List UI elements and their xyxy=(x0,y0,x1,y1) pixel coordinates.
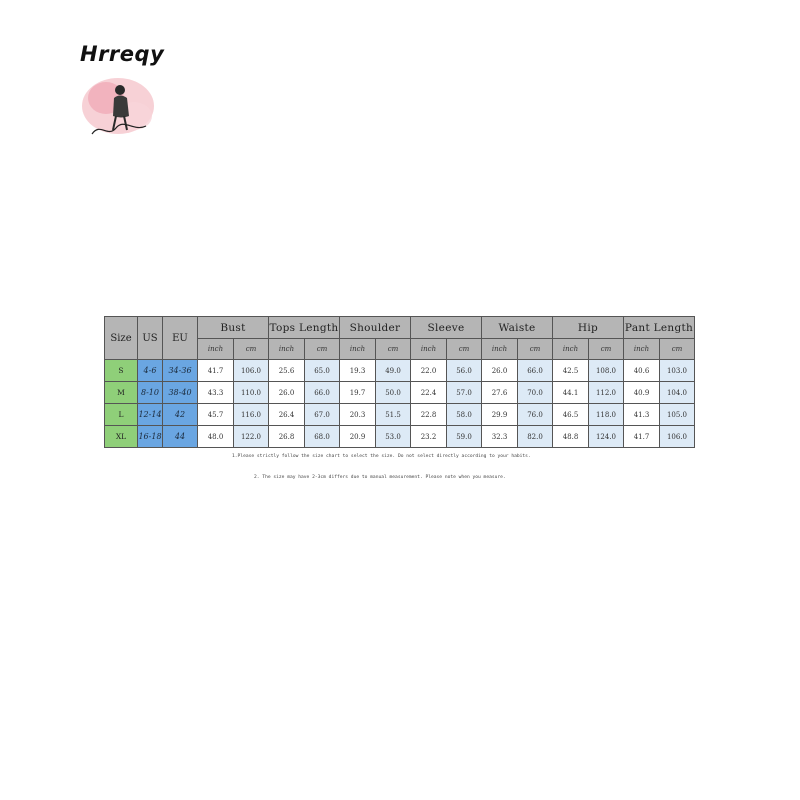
inch-value-cell: 29.9 xyxy=(482,404,518,426)
table-row xyxy=(105,360,695,382)
size-chart-body xyxy=(105,360,695,448)
table-row xyxy=(105,426,695,448)
cm-value-cell: 57.0 xyxy=(447,382,482,404)
unit-cm: cm xyxy=(589,339,624,360)
cm-value-cell: 122.0 xyxy=(234,426,269,448)
us-size-cell: 8-10 xyxy=(138,382,163,404)
eu-size-cell: 38-40 xyxy=(163,382,198,404)
cm-value-cell: 104.0 xyxy=(660,382,695,404)
inch-value-cell: 32.3 xyxy=(482,426,518,448)
size-cell: L xyxy=(105,404,138,426)
unit-cm: cm xyxy=(376,339,411,360)
header-us: US xyxy=(138,317,163,360)
inch-value-cell: 20.9 xyxy=(340,426,376,448)
inch-value-cell: 45.7 xyxy=(198,404,234,426)
inch-value-cell: 27.6 xyxy=(482,382,518,404)
cm-value-cell: 106.0 xyxy=(660,426,695,448)
inch-value-cell: 26.4 xyxy=(269,404,305,426)
cm-value-cell: 118.0 xyxy=(589,404,624,426)
inch-value-cell: 25.6 xyxy=(269,360,305,382)
inch-value-cell: 48.0 xyxy=(198,426,234,448)
cm-value-cell: 66.0 xyxy=(305,382,340,404)
note-size-chart: 1.Please strictly follow the size chart to select the size. Do not select directly according to your habits. xyxy=(232,454,531,459)
inch-value-cell: 22.8 xyxy=(411,404,447,426)
cm-value-cell: 68.0 xyxy=(305,426,340,448)
unit-inch: inch xyxy=(553,339,589,360)
inch-value-cell: 48.8 xyxy=(553,426,589,448)
unit-cm: cm xyxy=(447,339,482,360)
unit-cm: cm xyxy=(234,339,269,360)
header-eu: EU xyxy=(163,317,198,360)
cm-value-cell: 49.0 xyxy=(376,360,411,382)
inch-value-cell: 41.7 xyxy=(198,360,234,382)
unit-cm: cm xyxy=(518,339,553,360)
inch-value-cell: 26.0 xyxy=(482,360,518,382)
inch-value-cell: 42.5 xyxy=(553,360,589,382)
cm-value-cell: 51.5 xyxy=(376,404,411,426)
header-bust: Bust xyxy=(198,317,269,339)
cm-value-cell: 112.0 xyxy=(589,382,624,404)
cm-value-cell: 59.0 xyxy=(447,426,482,448)
unit-inch: inch xyxy=(482,339,518,360)
us-size-cell: 12-14 xyxy=(138,404,163,426)
cm-value-cell: 124.0 xyxy=(589,426,624,448)
inch-value-cell: 26.8 xyxy=(269,426,305,448)
size-chart-table xyxy=(104,316,695,448)
size-cell: M xyxy=(105,382,138,404)
header-pant-length: Pant Length xyxy=(624,317,695,339)
inch-value-cell: 22.4 xyxy=(411,382,447,404)
cm-value-cell: 82.0 xyxy=(518,426,553,448)
inch-value-cell: 23.2 xyxy=(411,426,447,448)
cm-value-cell: 65.0 xyxy=(305,360,340,382)
size-cell: S xyxy=(105,360,138,382)
header-waiste: Waiste xyxy=(482,317,553,339)
us-size-cell: 16-18 xyxy=(138,426,163,448)
cm-value-cell: 106.0 xyxy=(234,360,269,382)
brand-logo xyxy=(76,72,162,144)
eu-size-cell: 44 xyxy=(163,426,198,448)
eu-size-cell: 34-36 xyxy=(163,360,198,382)
inch-value-cell: 26.0 xyxy=(269,382,305,404)
inch-value-cell: 19.7 xyxy=(340,382,376,404)
cm-value-cell: 53.0 xyxy=(376,426,411,448)
header-sleeve: Sleeve xyxy=(411,317,482,339)
unit-cm: cm xyxy=(305,339,340,360)
note-measurement: 2. The size may have 2-3cm differs due to manual measurement. Please note when you measure. xyxy=(254,475,506,480)
us-size-cell: 4-6 xyxy=(138,360,163,382)
brand-name: Hrreqy xyxy=(80,42,165,66)
cm-value-cell: 66.0 xyxy=(518,360,553,382)
cm-value-cell: 103.0 xyxy=(660,360,695,382)
inch-value-cell: 41.3 xyxy=(624,404,660,426)
unit-inch: inch xyxy=(269,339,305,360)
inch-value-cell: 22.0 xyxy=(411,360,447,382)
unit-cm: cm xyxy=(660,339,695,360)
inch-value-cell: 20.3 xyxy=(340,404,376,426)
cm-value-cell: 50.0 xyxy=(376,382,411,404)
cm-value-cell: 70.0 xyxy=(518,382,553,404)
cm-value-cell: 110.0 xyxy=(234,382,269,404)
header-tops-length: Tops Length xyxy=(269,317,340,339)
header-shoulder: Shoulder xyxy=(340,317,411,339)
header-hip: Hip xyxy=(553,317,624,339)
eu-size-cell: 42 xyxy=(163,404,198,426)
cm-value-cell: 67.0 xyxy=(305,404,340,426)
cm-value-cell: 108.0 xyxy=(589,360,624,382)
inch-value-cell: 19.3 xyxy=(340,360,376,382)
unit-inch: inch xyxy=(411,339,447,360)
unit-inch: inch xyxy=(624,339,660,360)
table-row xyxy=(105,382,695,404)
inch-value-cell: 43.3 xyxy=(198,382,234,404)
unit-inch: inch xyxy=(198,339,234,360)
size-cell: XL xyxy=(105,426,138,448)
cm-value-cell: 105.0 xyxy=(660,404,695,426)
inch-value-cell: 44.1 xyxy=(553,382,589,404)
cm-value-cell: 116.0 xyxy=(234,404,269,426)
table-row xyxy=(105,404,695,426)
unit-inch: inch xyxy=(340,339,376,360)
cm-value-cell: 58.0 xyxy=(447,404,482,426)
inch-value-cell: 40.9 xyxy=(624,382,660,404)
inch-value-cell: 41.7 xyxy=(624,426,660,448)
cm-value-cell: 56.0 xyxy=(447,360,482,382)
header-size: Size xyxy=(105,317,138,360)
inch-value-cell: 40.6 xyxy=(624,360,660,382)
cm-value-cell: 76.0 xyxy=(518,404,553,426)
inch-value-cell: 46.5 xyxy=(553,404,589,426)
